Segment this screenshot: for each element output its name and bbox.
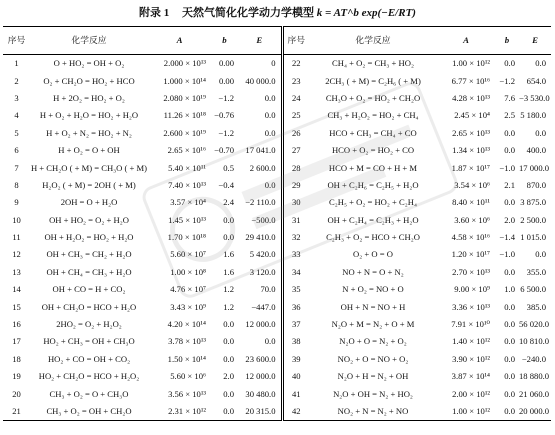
table-row [3,142,551,159]
reaction-equation: NO + N = O + N₂ [342,266,404,277]
value-a: 1.000 × 10¹⁴ [163,75,206,86]
value-b: 0.0 [223,214,234,225]
header-row [3,27,551,55]
reaction-equation: CH₃ + O₂ = O + CH₃O [49,388,129,399]
value-a: 1.20 × 10¹⁷ [451,249,490,260]
value-e: 12 000.0 [245,371,276,382]
rate-formula: k = AT^b exp(−E/RT) [316,7,416,19]
reaction-index: 38 [282,333,309,350]
reaction-equation: OH + N = NO + H [340,301,406,312]
reaction-index: 26 [282,125,309,142]
reaction-index: 12 [12,249,21,260]
value-a: 3.57 × 10⁴ [170,197,206,208]
reaction-equation: HCO + O₂ = HO₂ + CO [331,145,415,156]
value-b: −1.4 [499,232,515,243]
table-row [3,72,551,89]
value-e: 70.0 [260,284,276,295]
value-e: 40 000.0 [245,75,276,86]
reaction-index: 17 [12,336,21,347]
value-b: 0.0 [504,406,515,416]
reaction-equation: OH + C₂H₄ = C₂H₃ + H₂O [327,214,419,225]
reaction-index: 31 [282,212,309,229]
value-a: 7.91 × 10¹⁰ [451,319,490,330]
table-row [3,316,551,333]
reaction-index: 7 [14,162,19,173]
reaction-index: 39 [282,351,309,368]
reaction-index: 42 [282,403,309,421]
value-e: −240.0 [521,353,546,364]
reaction-index: 9 [14,197,19,208]
header-index: 序号 [282,27,309,55]
reaction-index: 15 [12,301,21,312]
value-e: 6 500.0 [520,284,546,295]
reaction-index: 13 [12,266,21,277]
reaction-equation: HO₂ + CO = OH + CO₂ [47,353,131,364]
reaction-equation: N₂O + M = N₂ + O + M [331,319,415,330]
reaction-equation: CH₄ + O₂ = CH₃ + HO₂ [332,58,414,69]
value-b: 0.00 [218,75,234,86]
reaction-equation: CH₃ + O₂ = OH + CH₂O [46,406,132,416]
value-b: 0.0 [223,319,234,330]
value-a: 7.40 × 10¹³ [168,179,206,190]
reaction-index: 3 [14,92,19,103]
value-e: 0.0 [264,179,276,190]
value-a: 9.00 × 10⁹ [454,284,490,295]
value-b: 1.2 [223,284,234,295]
value-b: −1.2 [499,75,515,86]
reaction-equation: CH₃ + H₂O₂ = HO₂ + CH₄ [327,110,419,121]
value-b: −0.70 [214,145,234,156]
value-e: 2 600.0 [249,162,276,173]
value-a: 3.60 × 10⁶ [454,214,490,225]
header-a: A [148,27,211,55]
reaction-index: 5 [14,127,19,138]
reaction-equation: H + O₂ + N₂ = HO₂ + N₂ [46,127,132,138]
reaction-equation: CH₃O + O₂ = HO₂ + CH₂O [325,92,421,103]
value-a: 4.76 × 10⁷ [170,284,206,295]
value-e: 385.0 [526,301,546,312]
value-e: 355.0 [526,266,546,277]
reaction-equation: HO₂ + CH₂O = HCO + H₂O₂ [38,371,140,382]
value-e: 10 810.0 [519,336,550,347]
value-a: 1.00 × 10¹² [452,406,490,416]
table-row [3,229,551,246]
reaction-index: 35 [282,281,309,298]
value-e: 17 000.0 [519,162,550,173]
reaction-index: 41 [282,385,309,402]
reaction-equation: C₂H₃ + O₂ = HCO + CH₂O [326,232,420,243]
value-e: −500.0 [251,214,276,225]
reaction-equation: OH + C₂H₆ = C₂H₅ + H₂O [327,179,419,190]
value-b: 0.0 [223,406,234,416]
value-a: 5.40 × 10¹¹ [168,162,206,173]
value-e: 400.0 [526,145,546,156]
value-e: 5 180.0 [520,110,546,121]
reaction-equation: OH + HO₂ = O₂ + H₂O [49,214,129,225]
value-e: 1 015.0 [520,232,546,243]
reaction-equation: N₂O + H = N₂ + OH [337,371,409,382]
reaction-index: 16 [12,319,21,330]
header-b: b [495,27,519,55]
value-a: 1.45 × 10¹³ [168,214,206,225]
value-b: −1.0 [499,249,515,260]
value-a: 3.56 × 10¹³ [168,388,206,399]
value-b: 0.0 [504,266,515,277]
value-b: 0.0 [504,388,515,399]
value-a: 5.60 × 10⁶ [170,371,206,382]
reaction-equation: HO₂ + CH₃ = OH + CH₃O [43,336,135,347]
kinetic-model-table [3,26,551,421]
value-e: 2 500.0 [520,214,546,225]
value-e: 18 880.0 [519,371,550,382]
reaction-index: 25 [282,107,309,124]
reaction-index: 24 [282,90,309,107]
reaction-index: 1 [14,58,19,69]
value-a: 1.50 × 10¹⁴ [167,353,206,364]
value-a: 1.40 × 10¹² [452,336,490,347]
reaction-equation: OH + CO = H + CO₂ [52,284,126,295]
reaction-index: 28 [282,159,309,176]
value-a: 1.34 × 10¹³ [452,145,490,156]
header-a: A [437,27,495,55]
table-row [3,281,551,298]
value-e: 23 600.0 [245,353,276,364]
reaction-equation: H + CH₂O ( + M) = CH₃O ( + M) [30,162,148,173]
reaction-equation: C₂H₅ + O₂ = HO₂ + C₂H₄ [329,197,417,208]
reaction-equation: HCO + CH₃ = CH₄ + CO [329,127,417,138]
reaction-index: 6 [14,145,19,156]
header-b: b [211,27,238,55]
reaction-equation: 2HO₂ = O₂ + H₂O₂ [56,319,122,330]
value-e: 20 315.0 [245,406,276,416]
value-b: 1.0 [504,284,515,295]
value-a: 1.00 × 10¹² [452,58,490,69]
value-b: −0.76 [214,110,234,121]
value-a: 5.60 × 10⁷ [170,249,206,260]
reaction-equation: H + O₂ = O + OH [58,145,120,156]
reaction-equation: OH + CH₃ = CH₂ + H₂O [46,249,132,260]
reaction-equation: OH + CH₂O = HCO + H₂O [41,301,137,312]
value-a: 1.70 × 10¹⁸ [167,232,206,243]
value-a: 3.43 × 10⁹ [170,301,206,312]
table-row [3,385,551,402]
value-a: 4.58 × 10¹⁶ [451,232,490,243]
value-b: 2.5 [504,110,515,121]
value-e: 30 480.0 [245,388,276,399]
value-a: 2.65 × 10¹⁶ [167,145,206,156]
reaction-equation: O₂ + O = O [353,249,393,260]
value-b: 0.0 [504,145,515,156]
reaction-index: 36 [282,298,309,315]
reaction-index: 20 [12,388,21,399]
reaction-index: 27 [282,142,309,159]
value-e: 870.0 [526,179,546,190]
reaction-equation: O + HO₂ = OH + O₂ [53,58,125,69]
header-e: E [238,27,282,55]
reaction-equation: N₂O + OH = N₂ + HO₂ [333,388,413,399]
value-a: 2.45 × 10⁴ [454,110,490,121]
appendix-label: 附录 1 [139,7,170,19]
reaction-index: 33 [282,246,309,263]
reaction-equation: H + 2O₂ = HO₂ + O₂ [53,92,125,103]
table-body [3,55,551,421]
reaction-equation: H₂O₂ ( + M) = 2OH ( + M) [42,179,136,190]
value-e: 0.0 [264,127,276,138]
value-a: 3.90 × 10¹² [452,353,490,364]
value-b: 0.0 [504,58,515,69]
value-b: 1.2 [223,301,234,312]
value-a: 2.00 × 10¹² [452,388,490,399]
value-b: 2.4 [223,197,234,208]
table-row [3,351,551,368]
reaction-equation: 2OH = O + H₂O [60,197,118,208]
value-a: 11.26 × 10¹⁸ [163,110,206,121]
table-row [3,159,551,176]
value-b: 0.0 [504,353,515,364]
header-index: 序号 [3,27,30,55]
value-e: −3 530.0 [519,92,550,103]
reaction-index: 34 [282,264,309,281]
reaction-index: 22 [282,55,309,73]
reaction-equation: NO₂ + N = N₂ + NO [337,406,409,416]
value-e: 0.0 [264,92,276,103]
value-a: 1.00 × 10⁸ [170,266,206,277]
value-a: 3.54 × 10⁶ [454,179,490,190]
value-a: 6.77 × 10¹⁶ [451,75,490,86]
value-b: 0.0 [504,336,515,347]
reaction-equation: H + O₂ + H₂O = HO₂ + H₂O [39,110,139,121]
value-b: 0.0 [504,319,515,330]
reaction-equation: 2CH₃ ( + M) = C₂H₆ ( + M) [325,75,421,86]
value-b: 0.0 [223,353,234,364]
value-e: 20 000.0 [519,406,550,416]
value-a: 4.28 × 10¹³ [452,92,490,103]
reaction-equation: OH + CH₄ = CH₃ + H₂O [46,266,132,277]
reaction-index: 14 [12,284,21,295]
value-e: 21 060.0 [519,388,550,399]
value-b: 0.0 [223,388,234,399]
reaction-index: 23 [282,72,309,89]
value-e: 0.0 [535,58,546,69]
table-title [0,6,555,20]
value-b: 2.0 [223,371,234,382]
value-e: 0.0 [264,110,276,121]
value-b: −1.2 [218,92,234,103]
table-row [3,55,551,73]
value-b: −0.4 [218,179,234,190]
value-e: −2 110.0 [245,197,276,208]
reaction-index: 40 [282,368,309,385]
value-e: 654.0 [526,75,546,86]
table-row [3,107,551,124]
reaction-index: 4 [14,110,19,121]
value-a: 1.87 × 10¹⁷ [451,162,490,173]
header-reaction: 化学反应 [30,27,148,55]
value-e: 0.0 [535,249,546,260]
value-e: 0.0 [264,336,276,347]
value-e: 5 420.0 [249,249,276,260]
title-text: 天然气简化化学动力学模型 [182,7,315,19]
reaction-index: 30 [282,194,309,211]
value-e: −447.0 [251,301,276,312]
reaction-index: 18 [12,353,21,364]
value-a: 8.40 × 10¹¹ [452,197,490,208]
value-e: 29 410.0 [245,232,276,243]
value-b: 0.0 [223,232,234,243]
value-b: 7.6 [504,92,515,103]
table-row [3,194,551,211]
value-a: 3.87 × 10¹⁴ [451,371,490,382]
value-b: 0.0 [504,197,515,208]
value-a: 2.600 × 10¹⁹ [163,127,206,138]
value-e: 0.0 [535,127,546,138]
reaction-index: 32 [282,229,309,246]
value-e: 3 120.0 [249,266,276,277]
table-row [3,264,551,281]
reaction-index: 21 [12,406,21,416]
reaction-index: 19 [12,371,21,382]
value-a: 3.36 × 10¹³ [452,301,490,312]
value-b: 0.5 [223,162,234,173]
header-e: E [519,27,551,55]
value-b: 2.0 [504,214,515,225]
reaction-index: 11 [12,232,21,243]
value-b: 0.0 [504,371,515,382]
value-a: 4.20 × 10¹⁴ [167,319,206,330]
value-a: 2.31 × 10¹² [168,406,206,416]
reaction-equation: N + O₂ = NO + O [342,284,404,295]
reaction-index: 37 [282,316,309,333]
table-row [3,333,551,350]
value-a: 3.78 × 10¹³ [168,336,206,347]
table-row [3,90,551,107]
reaction-equation: HCO + M = CO + H + M [328,162,418,173]
table-row [3,298,551,315]
table-row [3,403,551,421]
value-a: 2.080 × 10¹⁹ [163,92,206,103]
table-row [3,177,551,194]
value-e: 56 020.0 [519,319,550,330]
table-row [3,125,551,142]
value-e: 0 [271,58,276,69]
value-a: 2.70 × 10¹³ [452,266,490,277]
header-reaction: 化学反应 [309,27,437,55]
value-b: 0.0 [504,301,515,312]
value-b: 0.0 [223,336,234,347]
value-b: 0.0 [504,127,515,138]
value-b: −1.0 [499,162,515,173]
value-a: 2.65 × 10¹³ [452,127,490,138]
value-b: 2.1 [504,179,515,190]
value-b: −1.2 [218,127,234,138]
value-b: 1.6 [223,249,234,260]
reaction-equation: O₂ + CH₂O = HO₂ + HCO [43,75,135,86]
reaction-index: 10 [12,214,21,225]
table-row [3,212,551,229]
value-e: 17 041.0 [245,145,276,156]
table-row [3,368,551,385]
reaction-index: 2 [14,75,19,86]
table-row [3,246,551,263]
value-e: 12 000.0 [245,319,276,330]
reaction-index: 29 [282,177,309,194]
reaction-equation: N₂O + O = N₂ + O₂ [339,336,407,347]
value-e: 3 875.0 [520,197,546,208]
reaction-equation: NO₂ + O = NO + O₂ [337,353,409,364]
value-b: 0.00 [218,58,234,69]
reaction-index: 8 [14,179,19,190]
value-a: 2.000 × 10¹³ [163,58,206,69]
reaction-equation: OH + H₂O₂ = HO₂ + H₂O [44,232,134,243]
value-b: 1.6 [223,266,234,277]
